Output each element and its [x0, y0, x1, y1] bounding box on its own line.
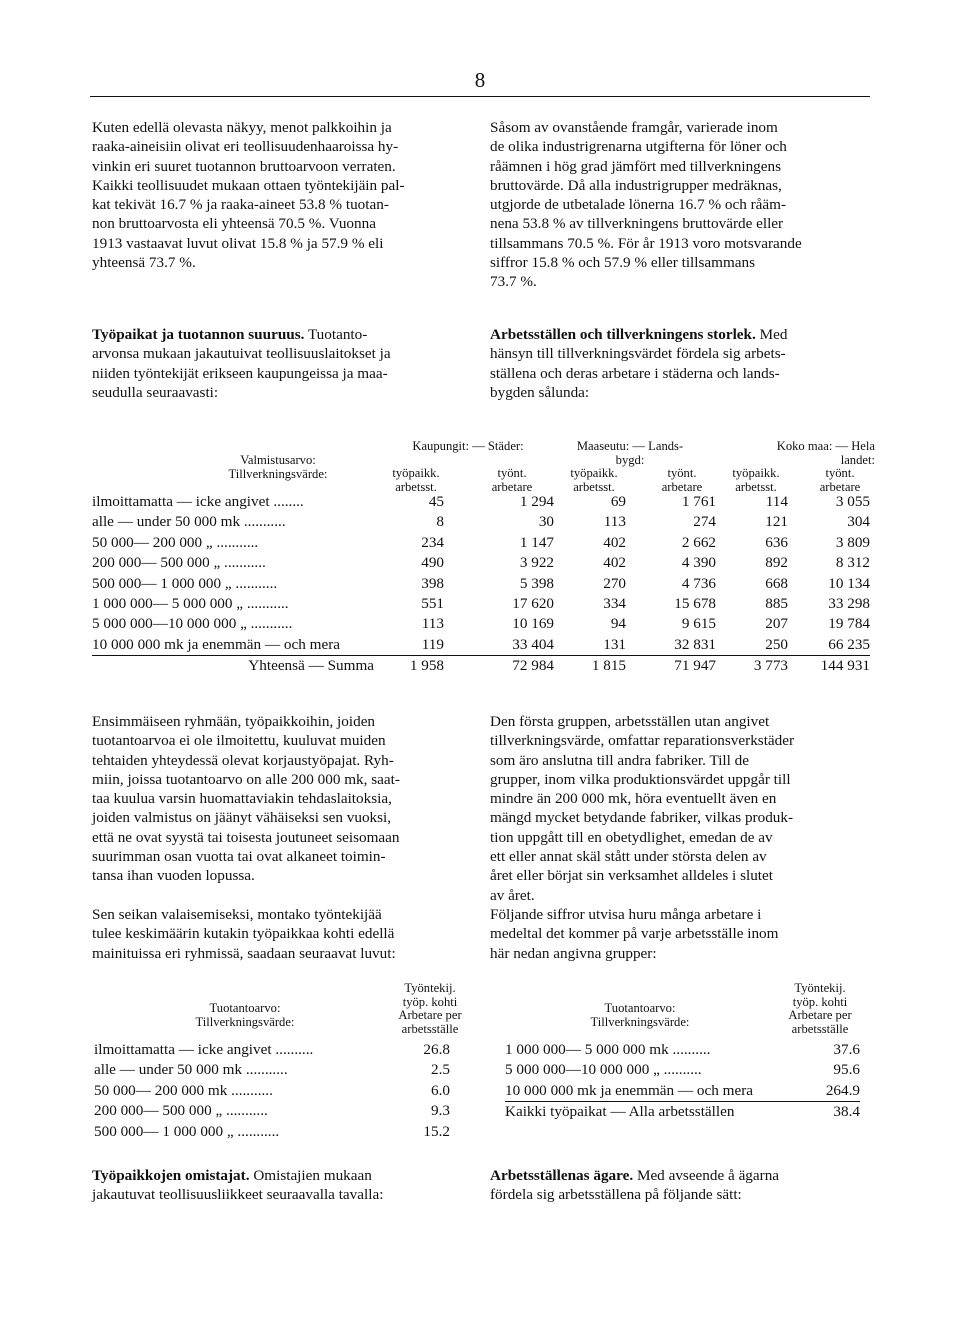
owners-heading-finnish: Työpaikkojen omistajat. — [92, 1167, 250, 1184]
row-label: 50 000— 200 000 „ ........... — [92, 533, 259, 551]
col-head-text: Työntekij. — [404, 981, 456, 995]
total-cell: 144 931 — [788, 656, 870, 677]
table-row — [94, 1122, 450, 1142]
table-cell: 402 — [603, 554, 626, 572]
total-label: Kaikki työpaikat — Alla arbetsställen — [505, 1102, 805, 1123]
table-cell: 2 662 — [681, 533, 716, 551]
table-row — [92, 492, 870, 512]
text-line: vinkin eri suuret tuotannon bruttoarvoon verraten. — [92, 157, 396, 175]
table-cell: 264.9 — [825, 1081, 860, 1099]
text-line: hänsyn till tillverkningsvärdet fördela sig arbets- — [490, 345, 786, 363]
table-cell: 1 761 — [681, 493, 716, 510]
table-cell: 207 — [765, 615, 788, 633]
text-line: kat tekivät 16.7 % ja raaka-aineet 53.8 % tuotan- — [92, 196, 389, 214]
table-cell: 45 — [428, 493, 444, 510]
section-heading-swedish: Arbetsställen och tillverkningens storlek. — [490, 326, 756, 343]
table2-col-head — [385, 982, 475, 1036]
row-label: alle — under 50 000 mk ........... — [94, 1061, 288, 1079]
colhead-text: työpaikk. — [570, 466, 618, 480]
table-cell: 10 169 — [512, 615, 554, 633]
colhead-rural-b — [648, 467, 716, 494]
total-cell: 38.4 — [805, 1102, 860, 1123]
table-workers-per-workplace-1 — [94, 1040, 450, 1142]
group-head-rural — [555, 440, 705, 467]
colhead-text: arbetsst. — [395, 479, 437, 494]
body-swedish-1 — [490, 712, 872, 905]
table-cell: 33 298 — [828, 595, 870, 613]
col-head-text: arbetsställe — [401, 1021, 459, 1036]
text-line: råämnen i hög grad jämfört med tillverkningens — [490, 157, 782, 175]
table-cell: 121 — [765, 513, 788, 531]
intro-swedish — [490, 118, 872, 292]
text-line: Kuten edellä olevasta näkyy, menot palkkoihin ja — [92, 119, 392, 136]
table-cell: 892 — [765, 554, 788, 572]
text-line: här nedan angivna grupper: — [490, 944, 657, 962]
text-line: tion uppgått till en obetydlighet, emedan de av — [490, 828, 773, 846]
text-line: yhteensä 73.7 %. — [92, 254, 196, 272]
table-row — [505, 1081, 860, 1102]
table-cell: 19 784 — [828, 615, 870, 633]
colhead-text: arbetsst. — [735, 479, 777, 494]
text-line: taa kuulua varsin huomattaviakin tehdaslaitoksia, — [92, 790, 392, 808]
table-cell: 304 — [847, 513, 870, 531]
table-cell: 37.6 — [833, 1041, 860, 1058]
row-label: 10 000 000 mk ja enemmän — och mera — [92, 635, 340, 653]
table-cell: 66 235 — [828, 635, 870, 653]
table-cell: 5 398 — [519, 574, 554, 592]
table-cell: 250 — [765, 635, 788, 653]
colhead-text: työpaikk. — [732, 466, 780, 480]
table-cell: 334 — [603, 595, 626, 613]
table-cell: 119 — [421, 635, 444, 653]
table-cell: 274 — [693, 513, 716, 531]
text-line: grupper, inom vilka produktionsvärdet uppgår till — [490, 770, 791, 788]
col-head-text: työp. kohti — [402, 994, 458, 1009]
header-rule — [90, 96, 870, 97]
table-cell: 398 — [421, 574, 444, 592]
text-line: mindre än 200 000 mk, höra eventuellt även en — [490, 790, 777, 808]
row-label: 1 000 000— 5 000 000 „ ........... — [92, 595, 289, 613]
owners-paragraph-swedish — [490, 1166, 872, 1205]
text-line: Ensimmäiseen ryhmään, työpaikkoihin, joiden — [92, 713, 376, 730]
row-label: 200 000— 500 000 „ ........... — [92, 554, 266, 572]
heading-rest-finnish: Tuotanto- — [304, 326, 368, 343]
col-head-text: Työntekij. — [794, 981, 846, 995]
label-head-fi: Tuotantoarvo: — [209, 1001, 281, 1015]
row-label: 5 000 000—10 000 000 „ .......... — [505, 1061, 702, 1079]
text-line: tuotantoarvoa ei ole ilmoitettu, kuuluvat muiden — [92, 732, 386, 750]
text-line: tulee keskimäärin kutakin työpaikkaa kohti edellä — [92, 925, 395, 943]
group-head-rural-2: bygd: — [615, 452, 645, 467]
owners-heading-swedish: Arbetsställenas ägare. — [490, 1167, 634, 1184]
text-line: bruttovärde. Då alla industrigrupper medräknas, — [490, 176, 782, 194]
table3-label-head — [545, 1002, 735, 1029]
total-cell: 72 984 — [444, 656, 554, 677]
table-cell: 69 — [610, 493, 626, 510]
text-line: tillverkningsvärde, omfattar reparationsverkstäder — [490, 732, 795, 750]
table-cell: 2.5 — [431, 1061, 450, 1079]
text-line: ställena och deras arbetare i städerna och lands- — [490, 364, 780, 382]
text-line: että ne ovat syystä tai toisesta joutuneet seisomaan — [92, 828, 400, 846]
row-label: 500 000— 1 000 000 „ ........... — [92, 574, 278, 592]
colhead-text: arbetsst. — [573, 479, 615, 494]
owners-rest-finnish: Omistajien mukaan — [249, 1167, 372, 1184]
group-head-country-2: landet: — [840, 452, 875, 467]
group-head-country-1: Koko maa: — Hela — [776, 439, 875, 453]
body-finnish-2 — [92, 905, 470, 963]
table-cell: 1 147 — [519, 533, 554, 551]
owners-rest-swedish: Med avseende å ägarna — [633, 1167, 780, 1184]
group-head-towns: Kaupungit: — Städer: — [412, 439, 524, 453]
text-line: nena 53.8 % av tillverkningens bruttovärde eller — [490, 215, 784, 233]
section-heading-finnish: Työpaikat ja tuotannon suuruus. — [92, 326, 305, 343]
text-line: joiden valmistus on jäänyt vähäiseksi sen vuoksi, — [92, 809, 392, 827]
total-cell: 3 773 — [716, 656, 788, 677]
table-cell: 270 — [603, 574, 626, 592]
text-line: av året. — [490, 886, 535, 904]
col-head-text: arbetsställe — [791, 1021, 849, 1036]
label-head-sv: Tillverkningsvärde: — [228, 466, 328, 481]
table-cell: 668 — [765, 574, 788, 592]
table-row — [94, 1101, 450, 1121]
table-cell: 15.2 — [423, 1122, 450, 1140]
text-line: Sen seikan valaisemiseksi, montako työntekijää — [92, 906, 382, 923]
heading-paragraph-swedish — [490, 325, 872, 402]
text-line: medeltal det kommer på varje arbetsställe inom — [490, 925, 779, 943]
text-line: ett eller annat skäl stått under största delen av — [490, 848, 767, 866]
text-line: året eller börjat sin verksamhet alldeles i slutet — [490, 867, 773, 885]
table-workers-per-workplace-2 — [505, 1040, 860, 1123]
colhead-text: työnt. — [497, 466, 527, 480]
text-line: fördela sig arbetsställena på följande sätt: — [490, 1186, 742, 1204]
table-cell: 402 — [603, 533, 626, 551]
colhead-rural-a — [560, 467, 628, 494]
label-head-fi: Tuotantoarvo: — [604, 1001, 676, 1015]
table-row — [92, 574, 870, 594]
colhead-towns-a — [382, 467, 450, 494]
text-line: 1913 vastaavat luvut olivat 15.8 % ja 57.9 % eli — [92, 234, 384, 252]
total-label: Yhteensä — Summa — [92, 656, 382, 677]
table-cell: 8 — [436, 513, 444, 531]
table-row — [92, 553, 870, 573]
table-row — [94, 1040, 450, 1060]
heading-paragraph-finnish — [92, 325, 470, 402]
text-line: raaka-aineisiin olivat eri teollisuudenhaaroissa hy- — [92, 138, 399, 156]
table-cell: 30 — [538, 513, 554, 531]
table-row — [505, 1040, 860, 1060]
label-head-sv: Tillverkningsvärde: — [590, 1014, 690, 1029]
row-label: ilmoittamatta — icke angivet .......... — [94, 1041, 314, 1058]
text-line: arvonsa mukaan jakautuivat teollisuuslaitokset ja — [92, 345, 391, 363]
text-line: bygden sålunda: — [490, 383, 590, 401]
row-label: 1 000 000— 5 000 000 mk .......... — [505, 1041, 711, 1058]
colhead-country-b — [806, 467, 874, 494]
table-cell: 113 — [603, 513, 626, 531]
owners-paragraph-finnish — [92, 1166, 470, 1205]
text-line: suurimman osan vuotta tai ovat alkaneet toimin- — [92, 848, 386, 866]
text-line: seudulla seuraavasti: — [92, 383, 219, 401]
colhead-text: työnt. — [667, 466, 697, 480]
table-workplaces-by-value — [92, 492, 870, 677]
table-cell: 636 — [765, 533, 788, 551]
row-label: ilmoittamatta — icke angivet ........ — [92, 493, 304, 510]
table3-col-head — [775, 982, 865, 1036]
table-row — [94, 1081, 450, 1101]
colhead-text: arbetare — [661, 479, 703, 494]
table1-label-head — [168, 454, 388, 481]
total-cell: 1 815 — [554, 656, 626, 677]
col-head-text: Arbetare per — [788, 1008, 852, 1022]
text-line: tansa ihan vuoden lopussa. — [92, 867, 255, 885]
table-cell: 8 312 — [835, 554, 870, 572]
table-cell: 4 390 — [681, 554, 716, 572]
table-row — [92, 614, 870, 634]
table-cell: 490 — [421, 554, 444, 572]
table-cell: 551 — [421, 595, 444, 613]
text-line: non bruttoarvosta eli yhteensä 70.5 %. Vuonna — [92, 215, 376, 233]
table-cell: 15 678 — [674, 595, 716, 613]
text-line: tillsammans 70.5 %. För år 1913 voro motsvarande — [490, 234, 802, 252]
colhead-text: arbetare — [819, 479, 861, 494]
table-row — [505, 1060, 860, 1080]
table-cell: 32 831 — [674, 635, 716, 653]
text-line: de olika industrigrenarna utgifterna för löner och — [490, 138, 787, 156]
table-row — [92, 533, 870, 553]
table-cell: 3 922 — [519, 554, 554, 572]
table-cell: 33 404 — [512, 635, 554, 653]
text-line: tehtaiden yhteydessä olevat korjaustyöpajat. Ryh- — [92, 751, 394, 769]
table-cell: 131 — [603, 635, 626, 653]
table-cell: 17 620 — [512, 595, 554, 613]
text-line: mainituissa eri ryhmissä, saadaan seuraavat luvut: — [92, 944, 396, 962]
colhead-towns-b — [478, 467, 546, 494]
row-label: 50 000— 200 000 mk ........... — [94, 1081, 273, 1099]
col-head-text: työp. kohti — [792, 994, 848, 1009]
body-finnish-1 — [92, 712, 470, 886]
text-line: niiden työntekijät erikseen kaupungeissa ja maa- — [92, 364, 388, 382]
table2-label-head — [150, 1002, 340, 1029]
label-head-sv: Tillverkningsvärde: — [195, 1014, 295, 1029]
page-number: 8 — [474, 68, 486, 92]
row-label: 500 000— 1 000 000 „ ........... — [94, 1122, 280, 1140]
table-cell: 4 736 — [681, 574, 716, 592]
row-label: 200 000— 500 000 „ ........... — [94, 1102, 268, 1120]
table-row — [92, 512, 870, 532]
table-cell: 3 809 — [835, 533, 870, 551]
text-line: mängd mycket betydande fabriker, vilkas produk- — [490, 809, 794, 827]
table-cell: 26.8 — [423, 1041, 450, 1058]
text-line: utgjorde de utbetalade lönerna 16.7 % och råäm- — [490, 196, 787, 214]
row-label: 10 000 000 mk ja enemmän — och mera — [505, 1081, 753, 1099]
text-line: som äro anslutna till andra fabriker. Till de — [490, 751, 749, 769]
text-line: siffror 15.8 % och 57.9 % eller tillsammans — [490, 254, 756, 272]
total-cell: 71 947 — [626, 656, 716, 677]
table-row — [92, 594, 870, 614]
label-head-fi: Valmistusarvo: — [240, 453, 316, 467]
table-cell: 95.6 — [833, 1061, 860, 1079]
table-cell: 10 134 — [828, 574, 870, 592]
text-line: miin, joissa tuotantoarvo on alle 200 000 mk, saat- — [92, 770, 400, 788]
col-head-text: Arbetare per — [398, 1008, 462, 1022]
table-cell: 3 055 — [835, 493, 870, 510]
text-line: Följande siffror utvisa huru många arbetare i — [490, 906, 762, 923]
colhead-text: arbetare — [491, 479, 533, 494]
text-line: Såsom av ovanstående framgår, varierade inom — [490, 119, 778, 136]
heading-rest-swedish: Med — [755, 326, 788, 343]
intro-finnish — [92, 118, 470, 272]
table-cell: 6.0 — [431, 1081, 450, 1099]
row-label: 5 000 000—10 000 000 „ ........... — [92, 615, 293, 633]
text-line: 73.7 %. — [490, 273, 537, 291]
table1-total-row — [92, 656, 870, 677]
table3-total-row — [505, 1102, 860, 1123]
table-row — [92, 635, 870, 656]
table-cell: 94 — [610, 615, 626, 633]
row-label: alle — under 50 000 mk ........... — [92, 513, 286, 531]
body-swedish-2 — [490, 905, 872, 963]
text-line: jakautuvat teollisuusliikkeet seuraavalla tavalla: — [92, 1186, 384, 1204]
table-row — [94, 1060, 450, 1080]
text-line: Kaikki teollisuudet mukaan ottaen työntekijäin pal- — [92, 176, 405, 194]
group-head-rural-1: Maaseutu: — Lands- — [576, 439, 684, 453]
table-cell: 234 — [421, 533, 444, 551]
colhead-text: työnt. — [825, 466, 855, 480]
table-cell: 9 615 — [681, 615, 716, 633]
table-cell: 9.3 — [431, 1102, 450, 1120]
table-cell: 113 — [421, 615, 444, 633]
group-head-country — [715, 440, 875, 467]
table-cell: 114 — [765, 493, 788, 510]
text-line: Den första gruppen, arbetsställen utan angivet — [490, 713, 770, 730]
table-cell: 1 294 — [519, 493, 554, 510]
colhead-country-a — [722, 467, 790, 494]
colhead-text: työpaikk. — [392, 466, 440, 480]
table-cell: 885 — [765, 595, 788, 613]
total-cell: 1 958 — [382, 656, 444, 677]
